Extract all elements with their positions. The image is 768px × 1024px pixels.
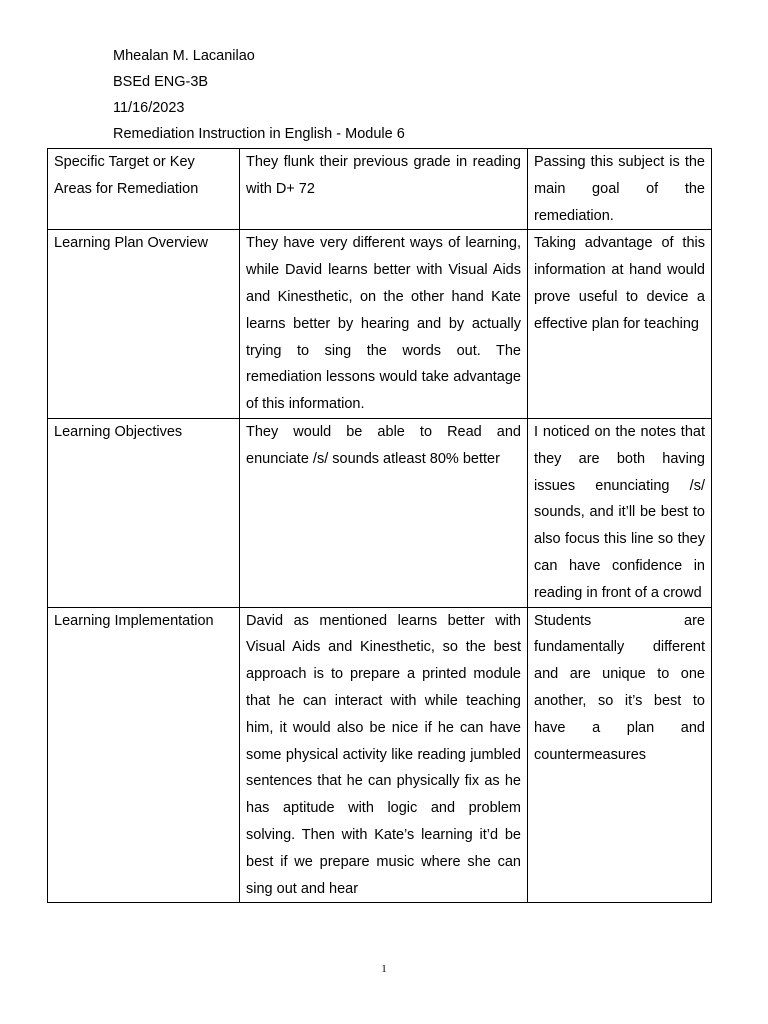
document-header bbox=[113, 43, 405, 147]
table-row bbox=[48, 149, 712, 230]
table-row bbox=[48, 418, 712, 607]
document-title: Remediation Instruction in English - Module 6 bbox=[113, 126, 405, 142]
detail-cell: They would be able to Read and enunciate /s/ sounds atleast 80% better bbox=[240, 418, 528, 607]
document-date: 11/16/2023 bbox=[113, 100, 185, 116]
table-row bbox=[48, 607, 712, 903]
page-number: 1 bbox=[381, 963, 387, 975]
detail-cell: They flunk their previous grade in reading with D+ 72 bbox=[240, 149, 528, 230]
note-cell: I noticed on the notes that they are both having issues enunciating /s/ sounds, and it’ll be best to also focus this line so they can have confidence in reading in front of a crowd bbox=[528, 418, 712, 607]
table-row bbox=[48, 230, 712, 419]
area-cell: Learning Implementation bbox=[48, 607, 240, 903]
area-cell: Learning Objectives bbox=[48, 418, 240, 607]
area-cell: Specific Target or Key Areas for Remediation bbox=[48, 149, 240, 230]
detail-cell: David as mentioned learns better with Visual Aids and Kinesthetic, so the best approach is to prepare a printed module that he can interact with while teaching him, it would also be nice if he can have some physical activity like reading jumbled sentences that he can physically fix as he has aptitude with logic and problem solving. Then with Kate’s learning it’d be best if we prepare music where she can sing out and hear bbox=[240, 607, 528, 903]
note-cell: Students are fundamentally different and are unique to one another, so it’s best to have a plan and countermeasures bbox=[528, 607, 712, 903]
note-cell: Passing this subject is the main goal of the remediation. bbox=[528, 149, 712, 230]
detail-cell: They have very different ways of learning, while David learns better with Visual Aids and Kinesthetic, on the other hand Kate learns better by hearing and by actually trying to sing the words out. The remediation lessons would take advantage of this information. bbox=[240, 230, 528, 419]
student-name: Mhealan M. Lacanilao bbox=[113, 48, 255, 64]
course-section: BSEd ENG-3B bbox=[113, 74, 209, 90]
remediation-table bbox=[47, 148, 712, 903]
note-cell: Taking advantage of this information at hand would prove useful to device a effective plan for teaching bbox=[528, 230, 712, 419]
area-cell: Learning Plan Overview bbox=[48, 230, 240, 419]
